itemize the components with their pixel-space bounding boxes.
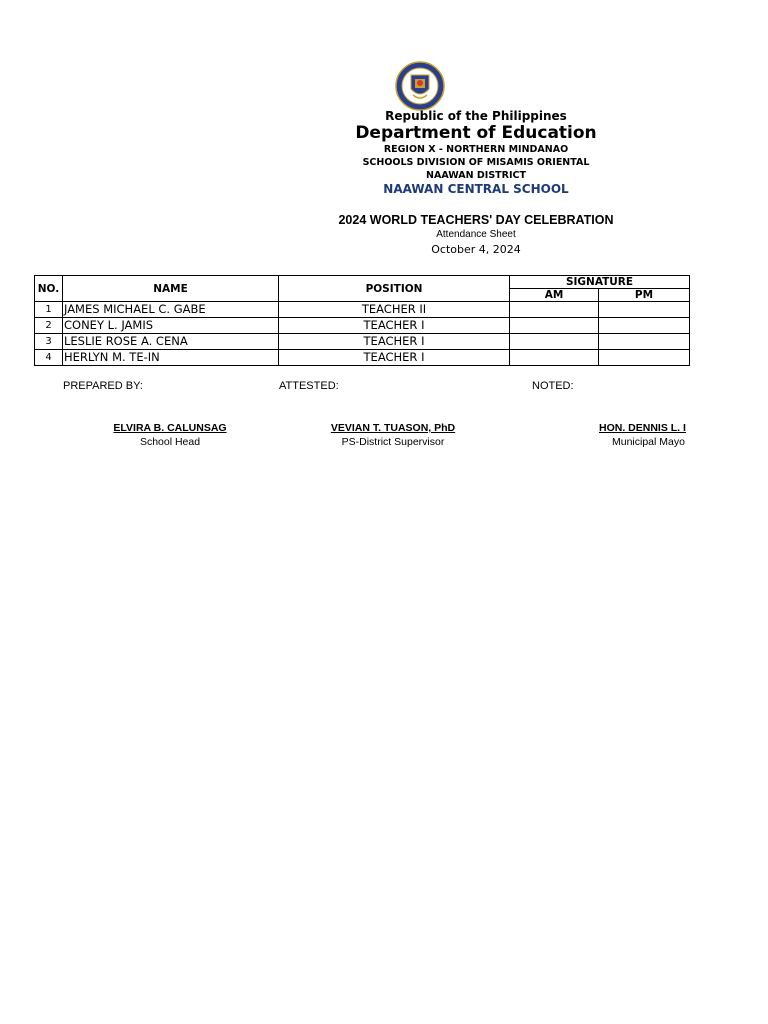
row-name: LESLIE ROSE A. CENA — [63, 334, 279, 350]
attested-label: ATTESTED: — [279, 380, 339, 392]
attested-by-name: VEVIAN T. TUASON, PhD — [330, 422, 456, 434]
row-name: CONEY L. JAMIS — [63, 318, 279, 334]
header-position: POSITION — [279, 276, 510, 302]
district-heading: NAAWAN DISTRICT — [426, 170, 526, 181]
deped-seal-icon — [389, 61, 451, 111]
row-no: 4 — [35, 350, 63, 366]
division-heading: SCHOOLS DIVISION OF MISAMIS ORIENTAL — [362, 157, 590, 168]
table-header-row — [35, 276, 690, 289]
region-heading: REGION X - NORTHERN MINDANAO — [383, 144, 569, 155]
event-date: October 4, 2024 — [431, 243, 521, 256]
row-position: TEACHER I — [279, 334, 510, 350]
signature-pm-cell[interactable] — [599, 350, 690, 366]
signature-pm-cell[interactable] — [599, 302, 690, 318]
row-position: TEACHER I — [279, 350, 510, 366]
header-signature: SIGNATURE — [510, 276, 690, 289]
row-name: HERLYN M. TE-IN — [63, 350, 279, 366]
table-row — [35, 318, 690, 334]
table-row — [35, 334, 690, 350]
header-pm: PM — [599, 289, 690, 302]
row-no: 1 — [35, 302, 63, 318]
signature-am-cell[interactable] — [510, 350, 599, 366]
attendance-table — [34, 275, 689, 366]
signature-am-cell[interactable] — [510, 318, 599, 334]
prepared-by-title: School Head — [139, 436, 201, 448]
prepared-by-name: ELVIRA B. CALUNSAG — [113, 422, 227, 434]
signature-am-cell[interactable] — [510, 334, 599, 350]
row-name: JAMES MICHAEL C. GABE — [63, 302, 279, 318]
header-no: NO. — [35, 276, 63, 302]
noted-by-block — [560, 415, 689, 455]
attested-by-title: PS-District Supervisor — [341, 436, 445, 448]
event-title: 2024 WORLD TEACHERS' DAY CELEBRATION — [338, 213, 614, 227]
prepared-by-label: PREPARED BY: — [63, 380, 143, 392]
department-heading: Department of Education — [355, 123, 597, 143]
signature-am-cell[interactable] — [510, 302, 599, 318]
row-no: 2 — [35, 318, 63, 334]
noted-label: NOTED: — [532, 380, 574, 392]
row-no: 3 — [35, 334, 63, 350]
header-am: AM — [510, 289, 599, 302]
signature-pm-cell[interactable] — [599, 334, 690, 350]
row-position: TEACHER II — [279, 302, 510, 318]
noted-by-title: Municipal Mayo — [612, 436, 685, 448]
header-name: NAME — [63, 276, 279, 302]
school-name: NAAWAN CENTRAL SCHOOL — [383, 182, 569, 196]
row-position: TEACHER I — [279, 318, 510, 334]
republic-heading: Republic of the Philippines — [385, 109, 567, 123]
table-row — [35, 350, 690, 366]
sheet-title: Attendance Sheet — [436, 229, 516, 240]
table-row — [35, 302, 690, 318]
noted-by-name: HON. DENNIS L. I — [599, 422, 686, 434]
signature-pm-cell[interactable] — [599, 318, 690, 334]
